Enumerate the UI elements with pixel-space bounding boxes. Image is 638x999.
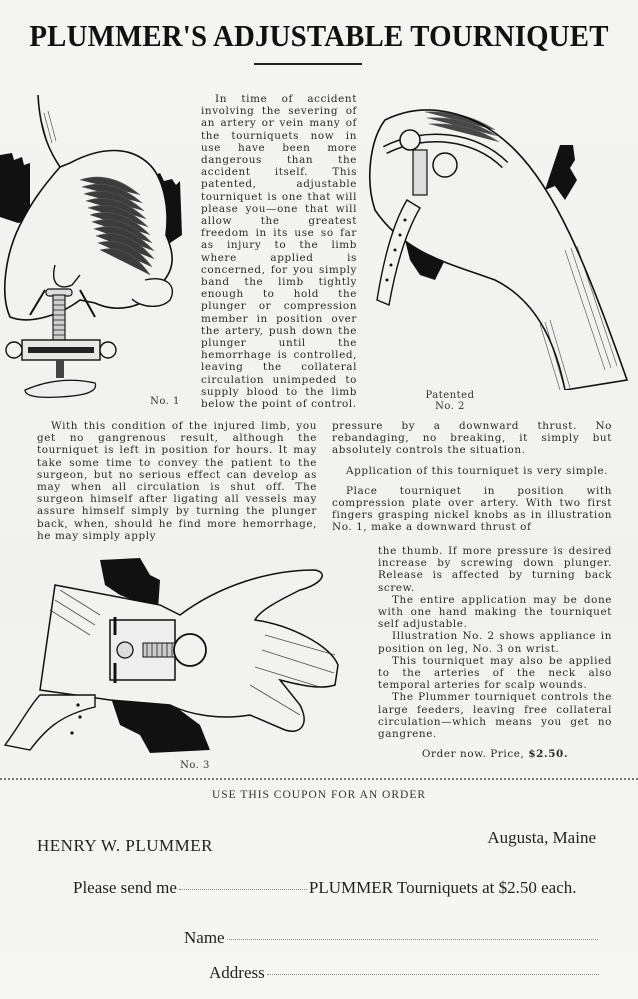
right-column-top (332, 420, 612, 534)
illustration-note-text: Illustration No. 2 shows appliance in position on leg, No. 3 on wrist. (378, 630, 612, 655)
page-title: PLUMMER'S ADJUSTABLE TOURNIQUET (29, 18, 609, 53)
left-column (37, 420, 317, 542)
continuation-text: pressure by a downward thrust. No rebandaging, no breaking, it simply but absolutely controls the situation. (332, 420, 612, 457)
one-hand-text: The entire application may be done with one hand making the tourniquet self adjustable. (378, 593, 612, 631)
figure-caption-1: No. 1 (150, 396, 180, 407)
price: $2.50. (528, 748, 569, 761)
intro-paragraph (201, 93, 357, 410)
quantity-field[interactable] (179, 889, 307, 890)
quantity-row (73, 878, 603, 898)
title-underline (254, 63, 362, 65)
figure-number-2: No. 2 (435, 401, 465, 412)
figure-caption-3: No. 3 (180, 760, 210, 771)
wrist-tourniquet-illustration (0, 555, 340, 755)
address-field[interactable] (267, 974, 599, 975)
neck-text: This tourniquet may also be applied to the arteries of the neck also temporal arteries for scalp wounds. (378, 654, 612, 692)
name-row (184, 928, 600, 948)
name-label: Name (184, 928, 225, 947)
feeders-text: The Plummer tourniquet controls the large feeders, leaving free collateral circulation—which means you get no gangrene. (378, 691, 612, 741)
name-field[interactable] (227, 939, 598, 940)
placement-text: Place tourniquet in position with compression plate over artery. With two first fingers grasping nickel knobs as in illustration No. 1, make a downward thrust of (332, 484, 612, 534)
merchant-location: Augusta, Maine (487, 828, 596, 847)
order-text: Order now. Price, (421, 748, 525, 761)
patented-label: Patented (425, 390, 475, 401)
address-label: Address (209, 963, 265, 982)
send-suffix: PLUMMER Tourniquets at $2.50 each. (308, 878, 577, 897)
left-column-text: With this condition of the injured limb, you get no gangrenous result, although the tourniquet is left in position for hours. It may take some time to convey the patient to the surgeon, but no serious effect can develop as may when all circulation is shut off. The surgeon himself after ligating all vessels may assure himself simply by turning the plunger back, when, should he find more hemorrhage, he may simply apply (37, 420, 317, 542)
address-row (209, 963, 601, 983)
coupon-heading: USE THIS COUPON FOR AN ORDER (211, 789, 427, 801)
coupon-perforation (0, 778, 638, 780)
leg-tourniquet-illustration (365, 90, 635, 390)
hand-plunger-illustration (0, 85, 195, 405)
figure-caption-2 (415, 390, 485, 412)
send-label: Please send me (73, 878, 177, 897)
application-text: Application of this tourniquet is very simple. (346, 464, 609, 477)
merchant-name: HENRY W. PLUMMER (37, 836, 213, 855)
placement-continued-text: the thumb. If more pressure is desired increase by screwing down plunger. Release is affected by turning back screw. (378, 545, 612, 594)
right-column-bottom (378, 545, 612, 760)
order-line (378, 748, 612, 760)
intro-text: In time of accident involving the severing of an artery or vein many of the tourniquets now in use have been more dangerous than the accident itself. This patented, adjustable tourniquet is one that will please you—one that will allow the greatest freedom in its use so far as injury to the limb where applied is concerned, for you simply band the limb tightly enough to hold the plunger or compression member in position over the artery, push down the plunger until the hemorrhage is controlled, leaving the collateral circulation unimpeded to supply blood to the limb below the point of control. (201, 93, 357, 411)
